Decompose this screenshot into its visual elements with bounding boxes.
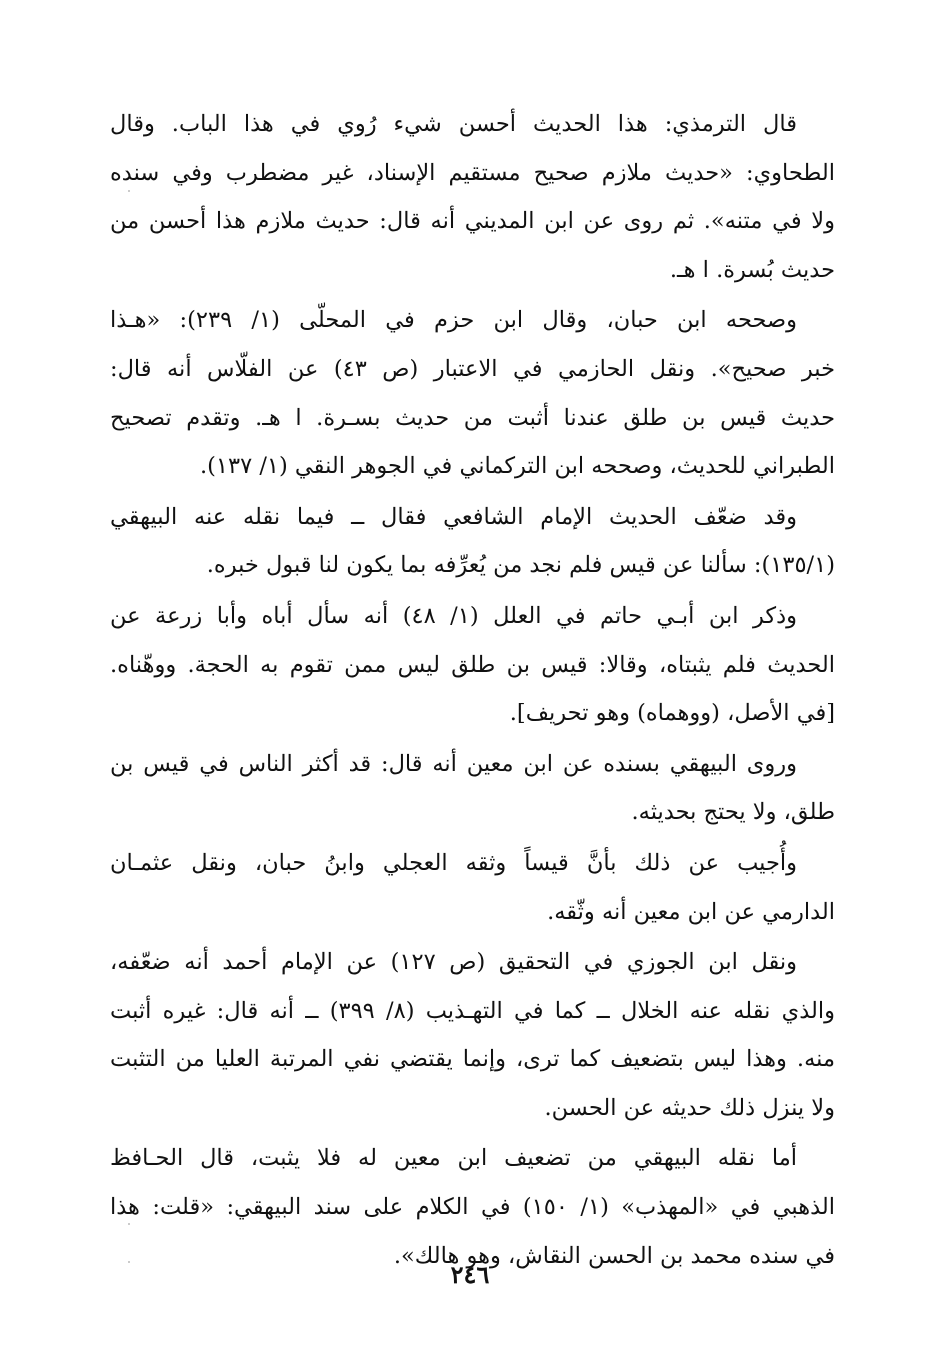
text-line: وذكر ابن أبـي حاتم في العلل (١/ ٤٨) أنه سأل أباه وأبا زرعة عن <box>110 602 797 629</box>
text-line: في سنده محمد بن الحسن النقاش، وهو هالك». <box>393 1242 835 1269</box>
text-line: قال الترمذي: هذا الحديث أحسن شيء رُوي في هذا الباب. وقال <box>110 111 797 137</box>
text-line: طلق، ولا يحتج بحديثه. <box>631 799 835 826</box>
text-line: ولا ينزل ذلك حديثه عن الحسن. <box>544 1094 835 1121</box>
text-line: أما نقله البيهقي من تضعيف ابن معين له فلا يثبت، قال الحـافظ <box>110 1145 797 1172</box>
paragraph <box>110 740 835 837</box>
text-line: وأُجيب عن ذلك بأنَّ قيساً وثقه العجلي وابنُ حبان، ونقل عثمـان <box>110 849 797 876</box>
main-text <box>110 100 835 1282</box>
paragraph <box>110 839 835 936</box>
text-line: الطحاوي: «حديث ملازم صحيح مستقيم الإسناد، غير مضطرب وفي سنده <box>110 159 835 186</box>
text-line: (١٣٥/١): سألنا عن قيس فلم نجد من يُعرِّفه بما يكون لنا قبول خبره. <box>206 552 835 579</box>
text-line: وروى البيهقي بسنده عن ابن معين أنه قال: قد أكثر الناس في قيس بن <box>110 750 797 777</box>
text-line: وصححه ابن حبان، وقال ابن حزم في المحلّى (١/ ٢٣٩): «هـذا <box>110 307 798 334</box>
paper-speck <box>128 1261 130 1263</box>
text-line: الذهبي في «المهذب» (١/ ١٥٠) في الكلام على سند البيهقي: «قلت: هذا <box>110 1194 835 1221</box>
text-line: والذي نقله عنه الخلال ــ كما في التهـذيب (٨/ ٣٩٩) ــ أنه قال: غيره أثبت <box>110 997 835 1024</box>
paragraph <box>110 296 835 490</box>
paper-speck <box>128 1223 130 1225</box>
paragraph <box>110 493 835 590</box>
text-line: خبر صحيح». ونقل الحازمي في الاعتبار (ص ٤٣) عن الفلّاس أنه قال: <box>110 355 835 382</box>
paragraph <box>110 1134 835 1280</box>
text-line: الدارمي عن ابن معين أنه وثّقه. <box>547 898 835 925</box>
paragraph <box>110 592 835 738</box>
text-line: منه. وهذا ليس بتضعيف كما ترى، وإنما يقتضي نفي المرتبة العليا من التثبت <box>110 1046 835 1073</box>
page-number: ٢٤٦ <box>450 1260 490 1289</box>
text-line: وقد ضعّف الحديث الإمام الشافعي فقال ــ فيما نقله عنه البيهقي <box>110 503 797 530</box>
text-line: [في الأصل، (ووهماه) وهو تحريف]. <box>509 700 835 727</box>
text-line: الطبراني للحديث، وصححه ابن التركماني في الجوهر النقي (١/ ١٣٧). <box>199 453 835 480</box>
text-line: الحديث فلم يثبتاه، وقالا: قيس بن طلق ليس ممن تقوم به الحجة. ووهّناه. <box>110 651 835 678</box>
text-line: حديث قيس بن طلق عندنا أثبت من حديث بسـرة. ا هـ. وتقدم تصحيح <box>110 404 835 431</box>
paragraph <box>110 938 835 1132</box>
text-line: ونقل ابن الجوزي في التحقيق (ص ١٢٧) عن الإمام أحمد أنه ضعّفه، <box>110 949 797 976</box>
paragraph <box>110 100 835 294</box>
paper-speck <box>128 190 130 192</box>
text-line: ولا في متنه». ثم روى عن ابن المديني أنه قال: حديث ملازم هذا أحسن من <box>110 208 835 235</box>
text-line: حديث بُسرة. ا هـ. <box>669 256 835 283</box>
